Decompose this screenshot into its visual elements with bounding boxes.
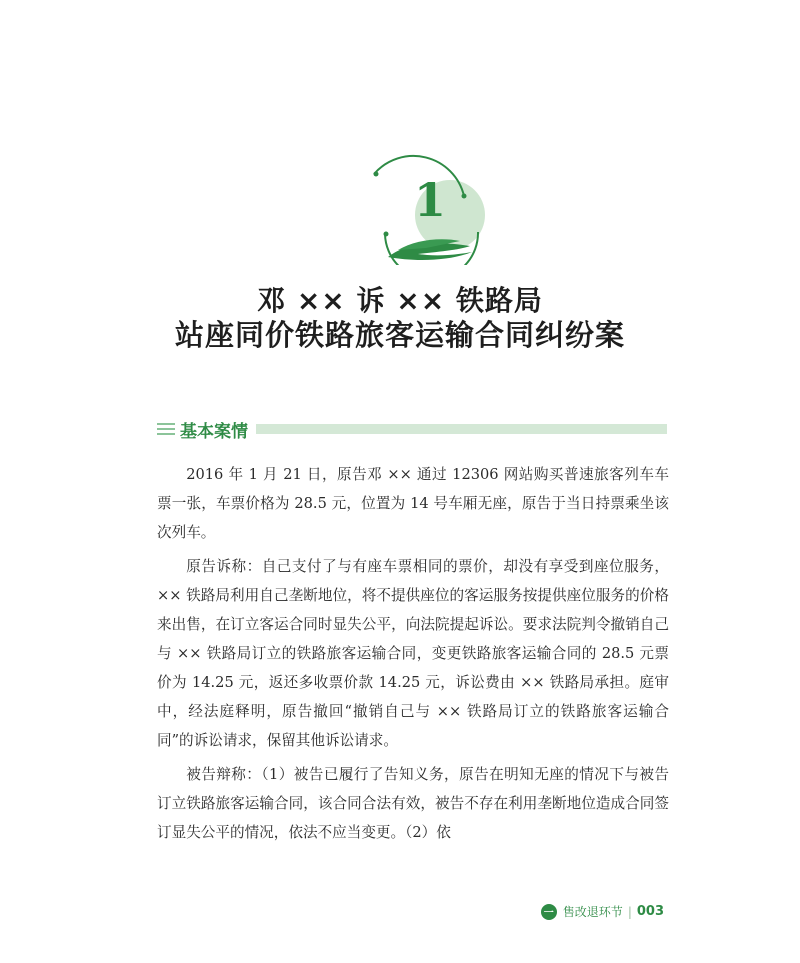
emblem-dot bbox=[462, 194, 467, 199]
case-title-line1: 邓 ×× 诉 ×× 铁路局 bbox=[257, 284, 543, 317]
paragraph: 2016 年 1 月 21 日，原告邓 ×× 通过 12306 网站购买普速旅客列车车票一张，车票价格为 28.5 元，位置为 14 号车厢无座，原告于当日持票乘坐该次列车。 bbox=[157, 466, 669, 541]
case-body bbox=[157, 460, 669, 852]
case-title-line2: 站座同价铁路旅客运输合同纠纷案 bbox=[174, 318, 625, 352]
lines-icon bbox=[157, 423, 175, 435]
paragraph: 原告诉称：自己支付了与有座车票相同的票价，却没有享受到座位服务，×× 铁路局利用自己垄断地位，将不提供座位的客运服务按提供座位服务的价格来出售，在订立客运合同时显失公平，向法院提起诉讼。要求法院判令撤销自己与 ×× 铁路局订立的铁路旅客运输合同，变更铁路旅客运输合同的 28.5 元票价为 14.25 元，返还多收票价款 14.25 元，诉讼费由 ×× 铁路局承担。庭审中，经法庭释明，原告撤回“撤销自己与 ×× 铁路局订立的铁路旅客运输合同”的诉讼请求，保留其他诉讼请求。 bbox=[157, 558, 669, 749]
section-title: 基本案情 bbox=[180, 421, 248, 442]
emblem-dot bbox=[384, 232, 389, 237]
section-heading bbox=[157, 418, 667, 440]
page-number: 003 bbox=[636, 904, 664, 919]
footer-chapter-name: 售改退环节 bbox=[562, 905, 623, 919]
chapter-emblem bbox=[360, 140, 500, 265]
page-footer bbox=[541, 903, 664, 920]
chapter-number: 1 bbox=[414, 173, 447, 227]
emblem-dot bbox=[374, 172, 379, 177]
footer-separator: | bbox=[627, 904, 632, 919]
chapter-badge-icon: 一 bbox=[541, 904, 557, 920]
section-divider-bar bbox=[256, 424, 667, 434]
paragraph: 被告辩称：（1）被告已履行了告知义务，原告在明知无座的情况下与被告订立铁路旅客运输合同，该合同合法有效，被告不存在利用垄断地位造成合同签订显失公平的情况，依法不应当变更。（2）依 bbox=[157, 766, 669, 841]
